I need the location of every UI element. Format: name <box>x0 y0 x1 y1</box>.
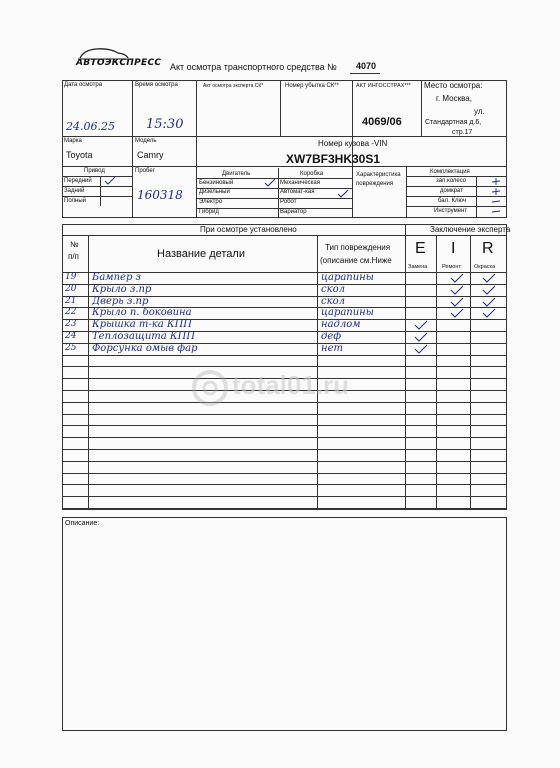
watermark-logo-icon <box>190 368 230 408</box>
row-part-name: Форсунка омыв фар <box>92 342 198 354</box>
row-part-name: Крыло п. боковина <box>92 307 192 319</box>
damage-char-label-1: Характеристика <box>356 172 401 178</box>
row-part-name: Бампер з <box>92 272 141 283</box>
document-title: Акт осмотра транспортного средства № <box>170 62 337 72</box>
drive-front: Передний <box>64 178 92 184</box>
time-label: Время осмотра <box>135 82 178 88</box>
place-label: Место осмотра: <box>424 81 483 90</box>
checkmark-icon <box>450 297 464 307</box>
ingos-act-value: 4069/06 <box>362 116 402 128</box>
date-value: 24.06.25 <box>66 120 115 133</box>
ingos-act-label: АКТ ИНГОССТРАХ*** <box>356 83 411 89</box>
gearbox-manual: Механическая <box>280 180 321 186</box>
col-e-label: E <box>415 240 426 257</box>
mileage-label: Пробег <box>135 168 155 174</box>
row-damage-type: скол <box>321 283 345 295</box>
checkmark-icon <box>414 332 428 342</box>
row-part-name: Крышка т-ка КПП <box>92 319 193 331</box>
num-label-1: № <box>70 240 79 249</box>
engine-diesel: Дизельный <box>199 189 230 195</box>
drive-full: Полный <box>64 198 86 204</box>
checkmark-icon <box>337 189 349 199</box>
drive-label: Привод <box>84 168 105 174</box>
num-label-2: п/п <box>68 252 79 261</box>
row-damage-type: царапины <box>321 272 374 283</box>
damage-char-label-2: повреждения <box>356 181 394 187</box>
gearbox-auto: Автомат-кая <box>280 189 315 195</box>
time-value: 15:30 <box>146 117 184 132</box>
place-value-1: г. Москва, <box>436 94 472 103</box>
row-part-name: Дверь з.пр <box>92 295 149 307</box>
model-label: Модель <box>135 138 157 144</box>
description-label: Описание: <box>65 520 100 527</box>
equipment-key: бал. Ключ <box>438 198 466 204</box>
checkmark-icon <box>482 297 496 307</box>
part-label: Название детали <box>157 248 245 260</box>
vin-value: XW7BF3HK30S1 <box>286 152 381 166</box>
checkmark-icon <box>482 308 496 318</box>
equipment-jack: домкрат <box>440 188 463 194</box>
brand-value: Toyota <box>66 150 93 160</box>
row-damage-type: скол <box>321 295 345 307</box>
section-title: При осмотре установлено <box>200 225 297 234</box>
place-value-2: ул. <box>474 107 485 116</box>
row-number: 25 <box>65 342 77 353</box>
description-block <box>62 517 507 731</box>
checkmark-icon <box>482 273 496 283</box>
engine-label: Двигатель <box>222 171 251 177</box>
gearbox-robot: Робот <box>280 199 297 205</box>
checkmark-icon <box>450 308 464 318</box>
col-i-sub: Ремонт <box>442 264 461 270</box>
col-e-sub: Замена <box>408 264 428 270</box>
equipment-tools: Инструмент <box>434 208 468 214</box>
model-value: Camry <box>137 150 164 160</box>
equipment-spare: зап.колесо <box>436 178 467 184</box>
equipment-marks <box>490 176 502 218</box>
checkmark-icon <box>450 273 464 283</box>
row-number: 20 <box>65 283 77 294</box>
checkmark-icon <box>264 178 276 188</box>
row-number: 22 <box>65 307 77 318</box>
damage-type-label-1: Тип повреждения <box>325 243 391 252</box>
date-label: Дата осмотра <box>64 82 103 88</box>
loss-number-label: Номер убытка СК** <box>285 83 339 89</box>
checkmark-icon <box>450 285 464 295</box>
checkmark-icon <box>414 344 428 354</box>
row-damage-type: нет <box>321 342 343 354</box>
row-number: 24 <box>65 331 77 341</box>
brand-label: Марка <box>64 138 82 144</box>
equipment-label: Комплектация <box>430 169 470 175</box>
expert-act-label: Акт осмотра эксперта СК* <box>203 83 264 89</box>
checkmark-icon <box>414 320 428 330</box>
damage-type-label-2: (описание см.Ниже <box>320 256 392 265</box>
gearbox-variator: Вариатор <box>280 209 307 215</box>
row-number: 23 <box>65 319 77 330</box>
vin-label: Номер кузова -VIN <box>318 139 388 148</box>
col-r-label: R <box>482 240 494 257</box>
mileage-value: 160318 <box>137 188 183 202</box>
row-damage-type: царапины <box>321 307 374 319</box>
row-number: 19 <box>65 272 77 282</box>
gearbox-label: Коробка <box>300 171 324 177</box>
row-damage-type: надлом <box>321 319 361 331</box>
place-value-3: Стандартная д.6, <box>425 119 482 126</box>
col-i-label: I <box>451 240 456 257</box>
expert-conclusion-title: Заключение эксперта <box>430 225 511 234</box>
col-r-sub: Окраска <box>474 264 496 270</box>
engine-hybrid: Гибрид <box>199 209 219 215</box>
engine-electro: Электро <box>199 199 223 205</box>
row-damage-type: деф <box>321 331 342 342</box>
row-number: 21 <box>65 295 77 306</box>
watermark-text: total01.ru <box>232 370 350 400</box>
row-part-name: Крыло з.пр <box>92 283 152 295</box>
checkmark-icon <box>104 176 116 186</box>
engine-petrol: Бензиновый <box>199 180 234 186</box>
checkmark-icon <box>482 285 496 295</box>
act-number: 4070 <box>356 61 377 71</box>
logo-text: АВТОЭКСПРЕСС <box>76 58 162 68</box>
drive-rear: Задний <box>64 188 85 194</box>
row-part-name: Теплозащита КПП <box>92 331 196 342</box>
place-value-4: стр.17 <box>452 129 473 136</box>
